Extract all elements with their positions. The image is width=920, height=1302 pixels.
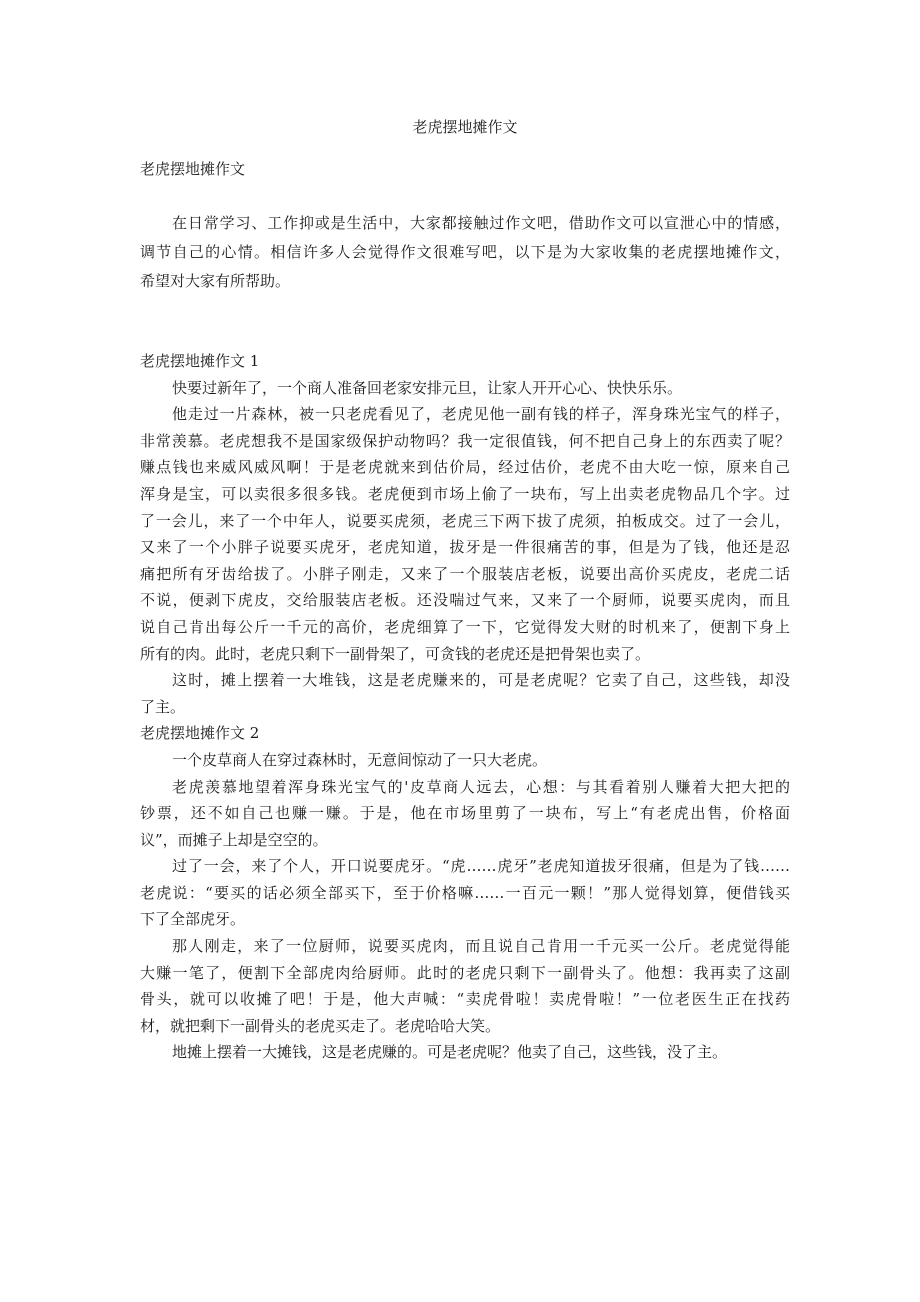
text-line: 浑身是宝，可以卖很多很多钱。老虎便到市场上偷了一块布，写上出卖老虎物品几个字。过 xyxy=(140,484,790,503)
paragraph xyxy=(140,774,790,854)
text-line: 这时，摊上摆着一大堆钱，这是老虎赚来的，可是老虎呢？它卖了自己，这些钱，却没 xyxy=(172,671,790,690)
text-line: 议”，而摊子上却是空空的。 xyxy=(140,830,328,849)
text-line: 痛把所有牙齿给拔了。小胖子刚走，又来了一个服装店老板，说要出高价买虎皮，老虎二话 xyxy=(140,564,790,583)
text-line: 又来了一个小胖子说要买虎牙，老虎知道，拔牙是一件很痛苦的事，但是为了钱，他还是忍 xyxy=(140,538,790,557)
text-line: 赚点钱也来威风威风啊！于是老虎就来到估价局，经过估价，老虎不由大吃一惊，原来自己 xyxy=(140,458,790,477)
text-line: 地摊上摆着一大摊钱，这是老虎赚的。可是老虎呢？他卖了自己，这些钱，没了主。 xyxy=(172,1043,728,1062)
paragraph xyxy=(140,1039,790,1066)
text-line: 老虎说：“要买的话必须全部买下，至于价格嘛……一百元一颗！”那人觉得划算，便借钱买 xyxy=(140,883,790,902)
text-line: 大赚一笔了，便割下全部虎肉给厨师。此时的老虎只剩下一副骨头了。他想：我再卖了这副 xyxy=(140,963,790,982)
text-line: 了一会儿，来了一个中年人，说要买虎须，老虎三下两下拔了虎须，拍板成交。过了一会儿， xyxy=(140,511,790,530)
text-line: 快要过新年了，一个商人准备回老家安排元旦，让家人开开心心、快快乐乐。 xyxy=(172,378,683,397)
text-line: 那人刚走，来了一位厨师，说要买虎肉，而且说自己肯用一千元买一公斤。老虎觉得能 xyxy=(172,937,790,956)
text-line: 过了一会，来了个人，开口说要虎牙。“虎……虎牙”老虎知道拔牙很痛，但是为了钱…… xyxy=(172,857,790,876)
text-line: 材，就把剩下一副骨头的老虎买走了。老虎哈哈大笑。 xyxy=(140,1016,501,1035)
text-line: 骨头，就可以收摊了吧！于是，他大声喊：“卖虎骨啦！卖虎骨啦！”一位老医生正在找药 xyxy=(140,990,790,1009)
paragraph xyxy=(140,747,790,774)
paragraph xyxy=(140,667,790,720)
text-line: 他走过一片森林，被一只老虎看见了，老虎见他一副有钱的样子，浑身珠光宝气的样子， xyxy=(172,405,790,424)
text-line: 说自己肯出每公斤一千元的高价，老虎细算了一下，它觉得发大财的时机来了，便割下身上 xyxy=(140,617,790,636)
document-title: 老虎摆地摊作文 xyxy=(412,118,518,136)
paragraph xyxy=(140,933,790,1039)
text-line: 钞票，还不如自己也赚一赚。于是，他在市场里剪了一块布，写上“有老虎出售，价格面 xyxy=(140,804,790,823)
essay-section xyxy=(140,348,790,720)
text-line: 调节自己的心情。相信许多人会觉得作文很难写吧，以下是为大家收集的老虎摆地摊作文， xyxy=(140,243,790,261)
document-subtitle: 老虎摆地摊作文 xyxy=(140,160,246,178)
text-line: 不说，便剥下虎皮，交给服装店老板。还没喘过气来，又来了一个厨师，说要买虎肉，而且 xyxy=(140,591,790,610)
document-body xyxy=(140,348,790,1066)
intro-paragraph xyxy=(140,210,790,297)
section-heading: 老虎摆地摊作文 2 xyxy=(140,724,260,743)
text-line: 所有的肉。此时，老虎只剩下一副骨架了，可贪钱的老虎还是把骨架也卖了。 xyxy=(140,644,651,663)
text-line: 希望对大家有所帮助。 xyxy=(140,272,291,290)
paragraph xyxy=(140,853,790,933)
paragraph xyxy=(140,375,790,402)
text-line: 非常羡慕。老虎想我不是国家级保护动物吗？我一定很值钱，何不把自己身上的东西卖了呢？ xyxy=(140,431,790,450)
text-line: 下了全部虎牙。 xyxy=(140,910,246,929)
text-line: 在日常学习、工作抑或是生活中，大家都接触过作文吧，借助作文可以宣泄心中的情感， xyxy=(172,214,790,232)
essay-section xyxy=(140,720,790,1066)
text-line: 老虎羡慕地望着浑身珠光宝气的'皮草商人远去，心想：与其看着别人赚着大把大把的 xyxy=(172,777,790,796)
text-line: 一个皮草商人在穿过森林时，无意间惊动了一只大老虎。 xyxy=(172,750,548,769)
section-heading: 老虎摆地摊作文 1 xyxy=(140,352,260,370)
text-line: 了主。 xyxy=(140,697,186,716)
paragraph xyxy=(140,401,790,667)
